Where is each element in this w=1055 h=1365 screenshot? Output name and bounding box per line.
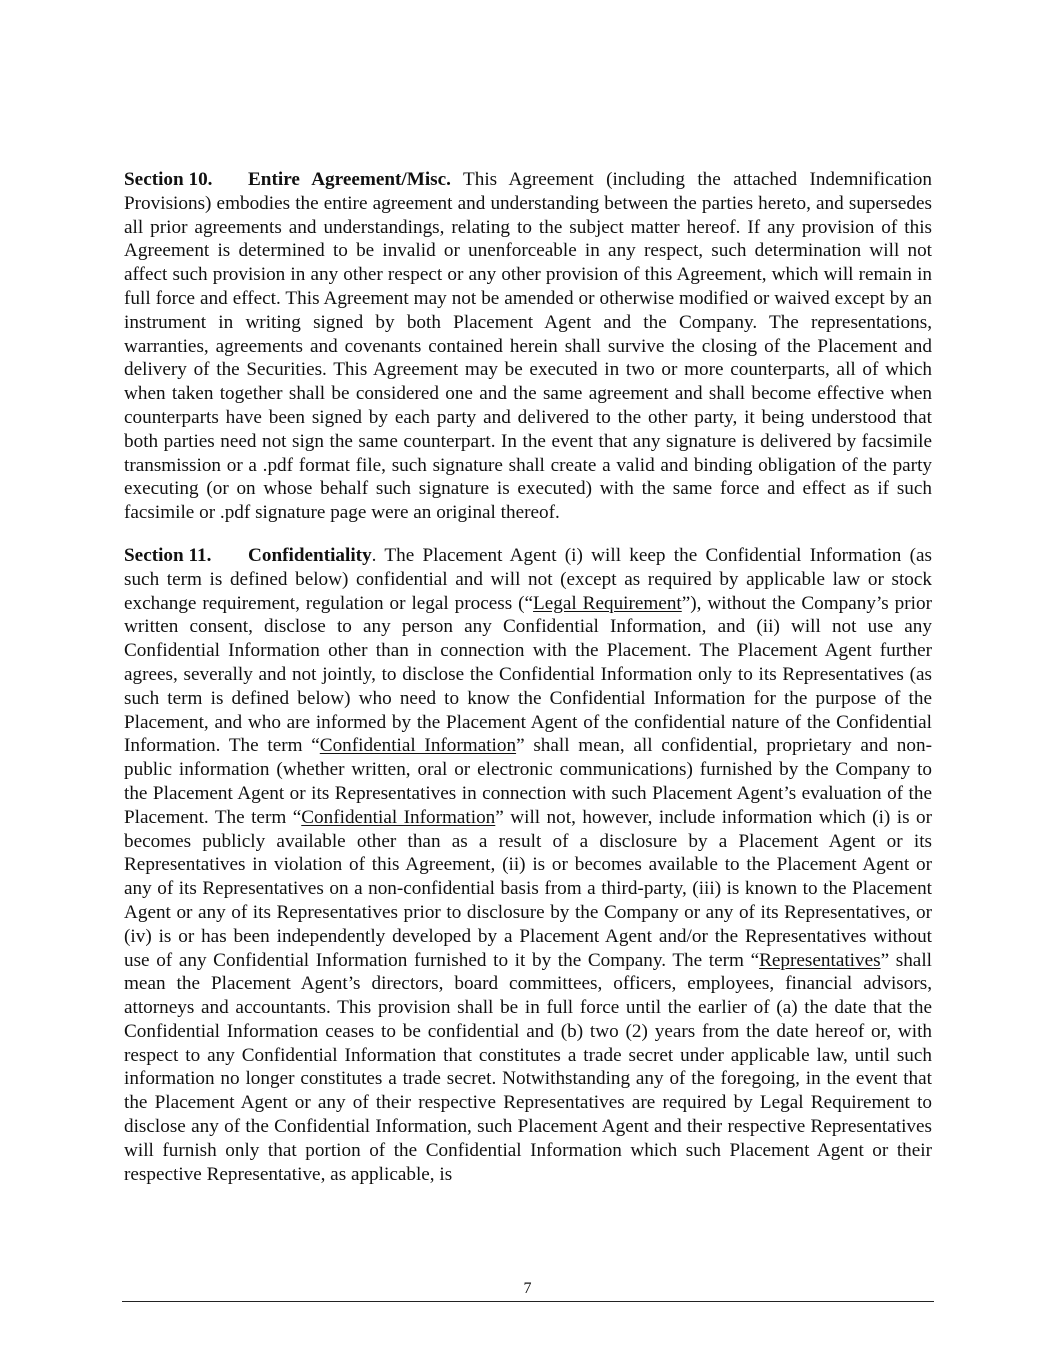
section-11-text-3: ” shall mean, all confidential, proprietary and non-public information (whether written, oral or electronic communications) furnished by the Company to the Placement Agent or its Representatives in connection with such Placement Agent’s evaluation of the Placement. The term “ [124,735,932,828]
footer-divider [122,1301,934,1302]
page-number: 7 [523,1280,532,1297]
section-10-body: This Agreement (including the attached Indemnification Provisions) embodies the entire agreement and understanding between the parties hereto, and supersedes all prior agreements and understandings, relating to the subject matter hereof. If any provision of this Agreement is determined to be invalid or unenforceable in any respect, such determination will not affect such provision in any other respect or any other provision of this Agreement, which will remain in full force and effect. This Agreement may not be amended or otherwise modified or waived except by an instrument in writing signed by both Placement Agent and the Company. The representations, warranties, agreements and covenants contained herein shall survive the closing of the Placement and delivery of the Securities. This Agreement may be executed in two or more counterparts, all of which when taken together shall be considered one and the same agreement and shall become effective when counterparts have been signed by each party and delivered to the other party, it being understood that both parties need not sign the same counterpart. In the event that any signature is delivered by facsimile transmission or a .pdf format file, such signature shall create a valid and binding obligation of the party executing (or on whose behalf such signature is executed) with the same force and effect as if such facsimile or .pdf signature page were an original thereof. [124,169,932,524]
section-11-text-2: ”), without the Company’s prior written consent, disclose to any person any Confidential Information, and (ii) will not use any Confidential Information other than in connection with the Placement. The Placement Agent further agrees, severally and not jointly, to disclose the Confidential Information only to its Representatives (as such term is defined below) who need to know the Confidential Information for the purpose of the Placement, and who are informed by the Placement Agent of the confidential nature of the Confidential Information. The term “ [124,592,932,757]
section-11-text-4: ” will not, however, include information which (i) is or becomes publicly available other than as a result of a disclosure by a Placement Agent or its Representatives in violation of this Agreement, (ii) is or becomes available to the Placement Agent or any of its Representatives on a non-confidential basis from a third-party, (iii) is known to the Placement Agent or any of its Representatives prior to disclosure by the Company or any of its Representatives, or (iv) is or has been independently developed by a Placement Agent and/or the Representatives without use of any Confidential Information furnished to it by the Company. The term “ [124,806,932,971]
defined-term-confidential-information-ref: Confidential Information [301,806,496,828]
section-10-title: Entire Agreement/Misc. [248,169,451,190]
section-10-paragraph [124,168,932,525]
section-11-text-5: ” shall mean the Placement Agent’s directors, board committees, officers, employees, financial advisors, attorneys and accountants. This provision shall be in full force until the earlier of (a) the date that the Confidential Information ceases to be confidential and (b) two (2) years from the date hereof or, with respect to any Confidential Information that constitutes a trade secret under applicable law, until such information no longer constitutes a trade secret. Notwithstanding any of the foregoing, in the event that the Placement Agent or any of their respective Representatives are required by Legal Requirement to disclose any of the Confidential Information, such Placement Agent and their respective Representatives will furnish only that portion of the Confidential Information which such Placement Agent or their respective Representative, as applicable, is [124,949,932,1185]
section-11-text-1: . The Placement Agent (i) will keep the Confidential Information (as such term is defined below) confidential and will not (except as required by applicable law or stock exchange requirement, regulation or legal process (“ [124,544,932,614]
defined-term-legal-requirement: Legal Requirement [533,592,682,614]
section-11-title: Confidentiality [248,544,372,566]
section-10-number: Section 10. [124,169,213,190]
defined-term-representatives: Representatives [759,949,881,971]
section-11-paragraph [124,544,932,1187]
defined-term-confidential-information: Confidential Information [319,735,517,757]
document-page [124,168,932,1186]
section-11-number: Section 11. [124,544,212,566]
